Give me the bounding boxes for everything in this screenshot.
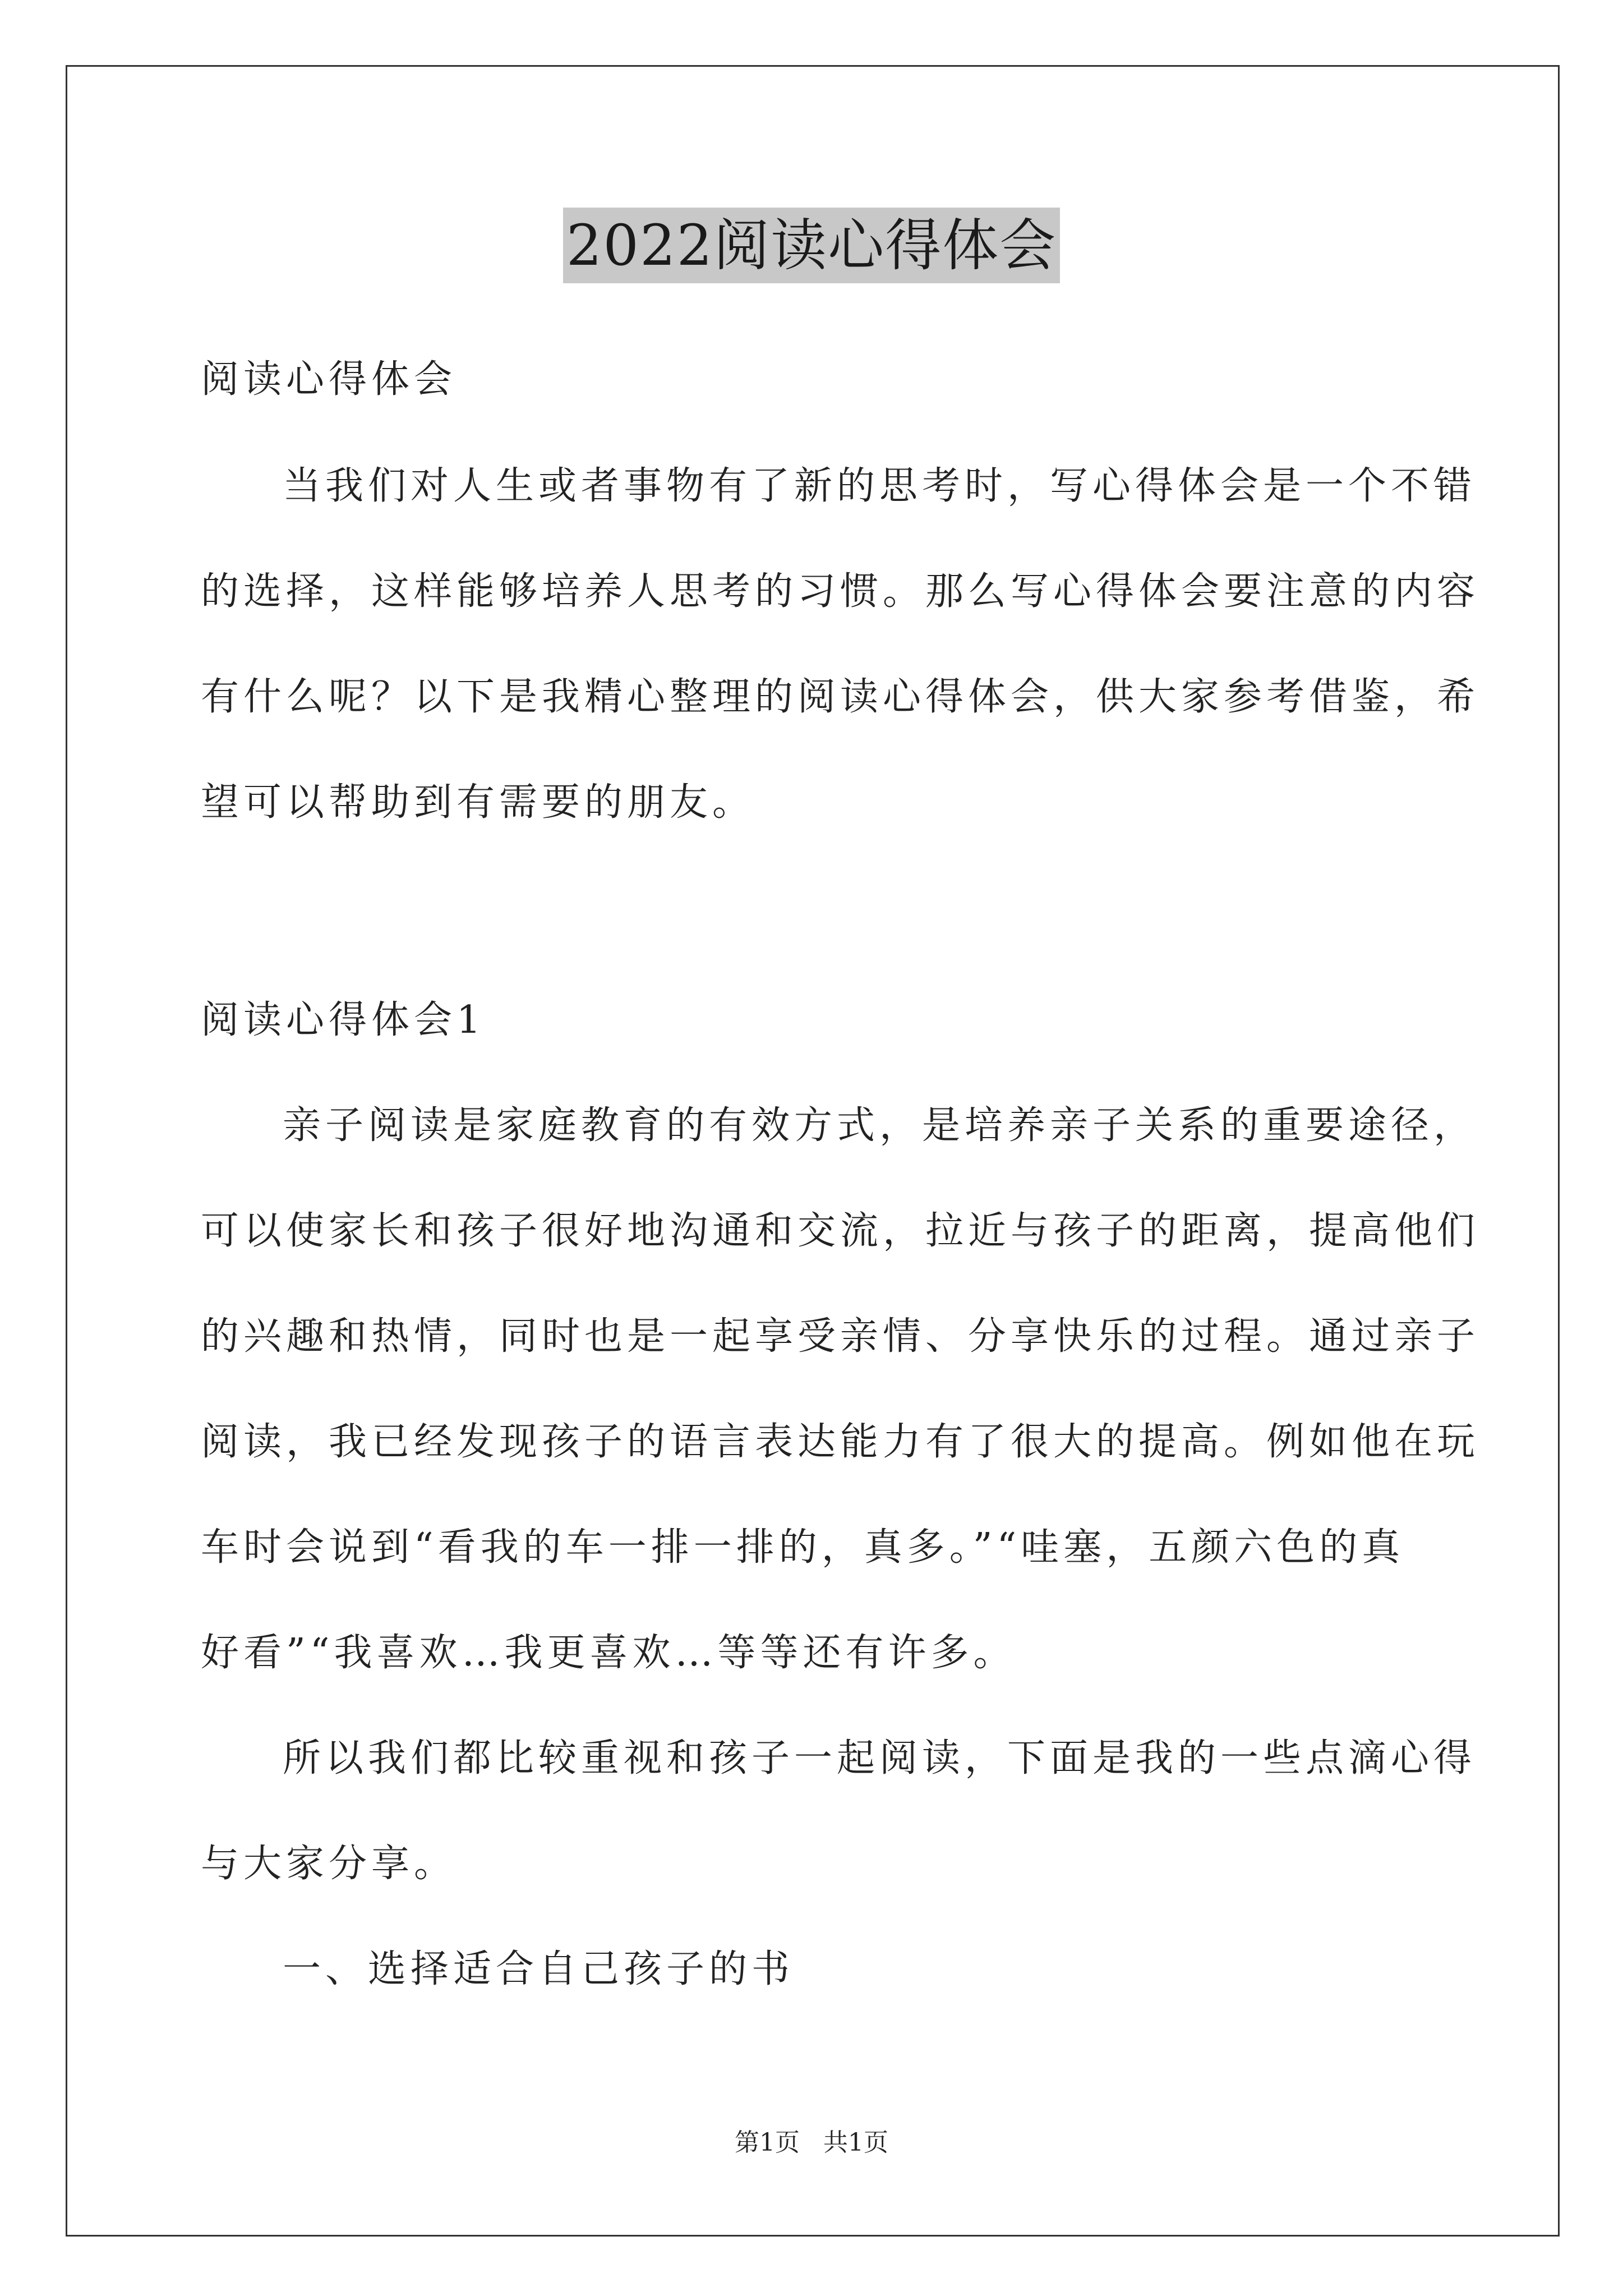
page-footer (0, 2126, 1623, 2160)
paragraph-line: 车时会说到“看我的车一排一排的，真多。”“哇塞，五颜六色的真 (201, 1525, 1405, 1570)
paragraph-line: 好看”“我喜欢…我更喜欢…等等还有许多。 (201, 1631, 1016, 1675)
section-heading: 阅读心得体会1 (201, 998, 486, 1042)
title-container (0, 208, 1623, 283)
paragraph-line: 的选择，这样能够培养人思考的习惯。那么写心得体会要注意的内容 (201, 569, 1480, 614)
paragraph-line: 望可以帮助到有需要的朋友。 (201, 780, 755, 825)
paragraph-line: 亲子阅读是家庭教育的有效方式，是培养亲子关系的重要途径， (283, 1103, 1477, 1148)
paragraph-line: 与大家分享。 (201, 1842, 457, 1886)
paragraph-line: 可以使家长和孩子很好地沟通和交流，拉近与孩子的距离，提高他们 (201, 1209, 1480, 1253)
paragraph-line: 有什么呢？以下是我精心整理的阅读心得体会，供大家参考借鉴，希 (201, 675, 1480, 719)
paragraph-line: 的兴趣和热情，同时也是一起享受亲情、分享快乐的过程。通过亲子 (201, 1314, 1480, 1359)
subheading: 一、选择适合自己孩子的书 (283, 1947, 795, 1991)
section-heading: 阅读心得体会 (201, 357, 457, 402)
paragraph-line: 当我们对人生或者事物有了新的思考时，写心得体会是一个不错 (283, 464, 1477, 508)
paragraph-line: 所以我们都比较重视和孩子一起阅读，下面是我的一些点滴心得 (283, 1736, 1477, 1780)
paragraph-line: 阅读，我已经发现孩子的语言表达能力有了很大的提高。例如他在玩 (201, 1420, 1480, 1464)
document-title: 2022阅读心得体会 (563, 208, 1061, 283)
page-total: 共1页 (823, 2128, 888, 2157)
page-number: 第1页 (735, 2128, 800, 2157)
